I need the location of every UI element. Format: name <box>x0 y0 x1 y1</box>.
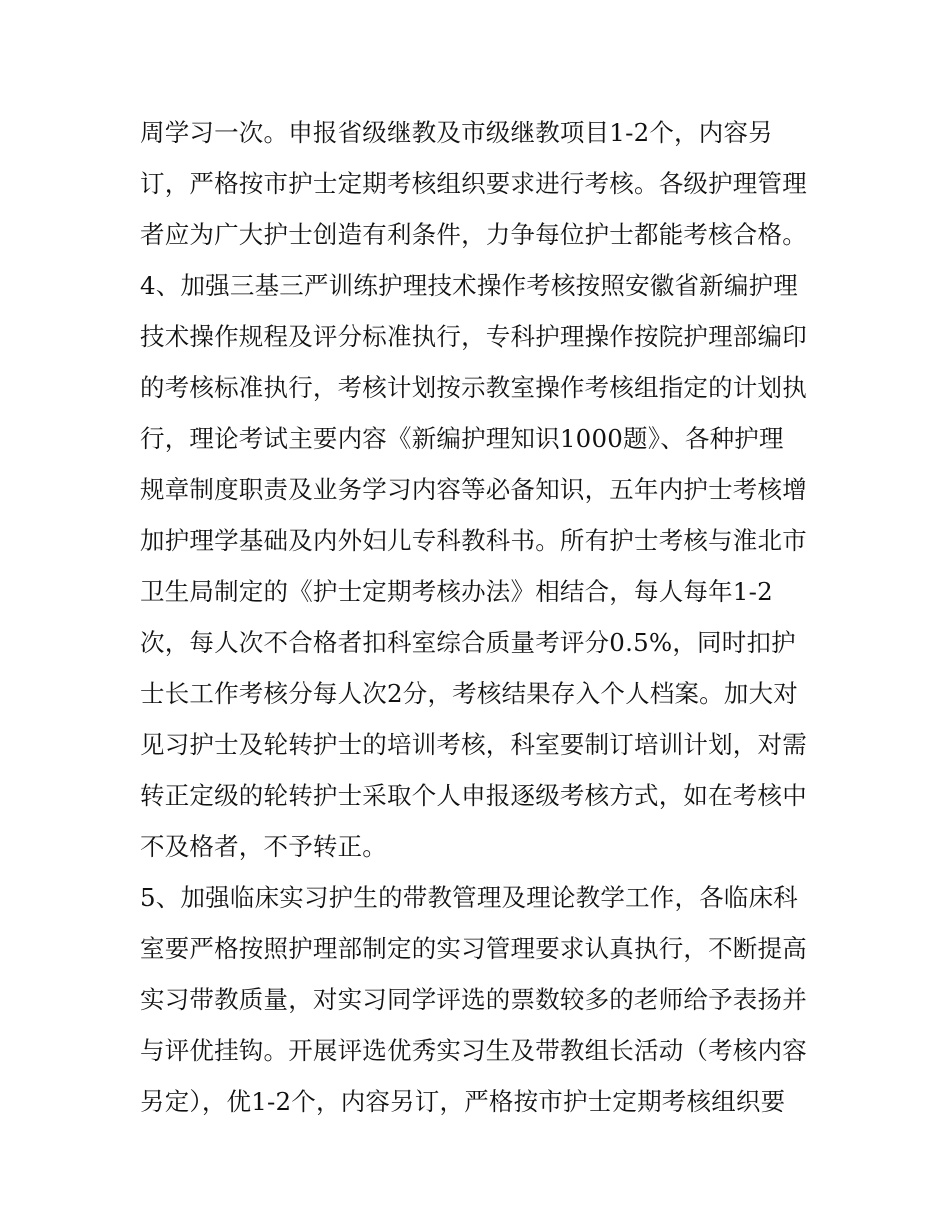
text-line: 实习带教质量，对实习同学评选的票数较多的老师给予表扬并 <box>140 985 807 1014</box>
text-line: 另定），优1-2个，内容另订，严格按市护士定期考核组织要 <box>140 1087 786 1116</box>
text-line: 行，理论考试主要内容《新编护理知识1000题》、各种护理 <box>140 424 784 453</box>
text-line: 者应为广大护士创造有利条件，力争每位护士都能考核合格。 <box>140 220 807 249</box>
text-line: 的考核标准执行，考核计划按示教室操作考核组指定的计划执 <box>140 373 807 402</box>
text-line: 订，严格按市护士定期考核组织要求进行考核。各级护理管理 <box>140 169 807 198</box>
text-line: 5、加强临床实习护生的带教管理及理论教学工作，各临床科 <box>140 883 798 912</box>
text-line: 不及格者，不予转正。 <box>140 832 387 861</box>
text-line: 见习护士及轮转护士的培训考核，科室要制订培训计划，对需 <box>140 730 807 759</box>
text-line: 卫生局制定的《护士定期考核办法》相结合，每人每年1-2 <box>140 577 773 606</box>
text-line: 转正定级的轮转护士采取个人申报逐级考核方式，如在考核中 <box>140 781 807 810</box>
body-text <box>140 107 820 1127</box>
text-line: 技术操作规程及评分标准执行，专科护理操作按院护理部编印 <box>140 322 807 351</box>
text-line: 4、加强三基三严训练护理技术操作考核按照安徽省新编护理 <box>140 271 798 300</box>
text-line: 与评优挂钩。开展评选优秀实习生及带教组长活动（考核内容 <box>140 1036 807 1065</box>
text-line: 加护理学基础及内外妇儿专科教科书。所有护士考核与淮北市 <box>140 526 807 555</box>
text-line: 规章制度职责及业务学习内容等必备知识，五年内护士考核增 <box>140 475 807 504</box>
text-line: 周学习一次。申报省级继教及市级继教项目1-2个，内容另 <box>140 118 773 147</box>
text-line: 士长工作考核分每人次2分，考核结果存入个人档案。加大对 <box>140 679 798 708</box>
text-line: 室要严格按照护理部制定的实习管理要求认真执行，不断提高 <box>140 934 807 963</box>
text-line: 次，每人次不合格者扣科室综合质量考评分0.5%，同时扣护 <box>140 628 796 657</box>
